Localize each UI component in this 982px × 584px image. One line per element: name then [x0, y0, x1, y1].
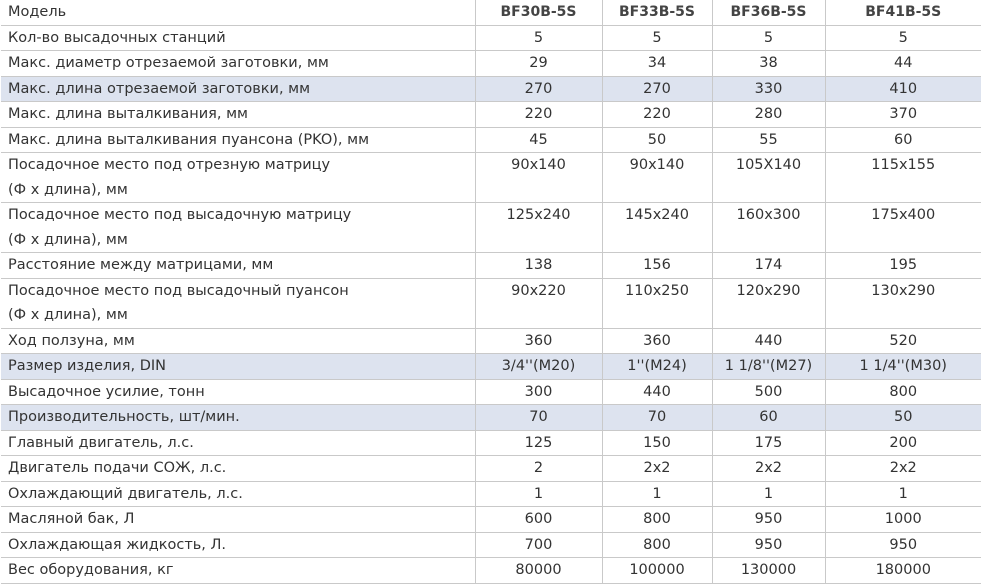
table-row — [1, 405, 981, 431]
cell-value: 800 — [825, 379, 981, 405]
row-label — [1, 328, 475, 354]
row-label — [1, 456, 475, 482]
cell-value: 1''(M24) — [602, 354, 712, 380]
cell-value: 60 — [825, 127, 981, 153]
cell-value: 175x400 — [825, 203, 981, 253]
cell-value: 125 — [475, 430, 602, 456]
cell-value: 200 — [825, 430, 981, 456]
row-label — [1, 127, 475, 153]
row-label-text: Расстояние между матрицами, мм — [8, 257, 274, 273]
cell-value: 3/4''(M20) — [475, 354, 602, 380]
cell-value: 5 — [825, 25, 981, 51]
model-header: BF33B-5S — [602, 0, 712, 25]
cell-value: 2x2 — [602, 456, 712, 482]
cell-value: 370 — [825, 102, 981, 128]
table-row — [1, 51, 981, 77]
row-label-text: Главный двигатель, л.с. — [8, 434, 194, 451]
row-label — [1, 278, 475, 328]
row-label-text: Посадочное место под высадочную матрицу — [8, 207, 352, 223]
cell-value: 1 1/4''(M30) — [825, 354, 981, 380]
table-row — [1, 25, 981, 51]
cell-value: 300 — [475, 379, 602, 405]
cell-value: 29 — [475, 51, 602, 77]
table-row — [1, 153, 981, 203]
row-label — [1, 253, 475, 279]
cell-value: 130000 — [712, 558, 825, 584]
cell-value: 90x220 — [475, 278, 602, 328]
table-row — [1, 532, 981, 558]
cell-value: 175 — [712, 430, 825, 456]
row-label — [1, 25, 475, 51]
row-label — [1, 203, 475, 253]
table-row — [1, 127, 981, 153]
cell-value: 1 — [602, 481, 712, 507]
row-label-text: Размер изделия, DIN — [8, 358, 167, 374]
cell-value: 220 — [602, 102, 712, 128]
row-label-text: Охлаждающий двигатель, л.с. — [8, 485, 243, 502]
table-row — [1, 558, 981, 584]
cell-value: 330 — [712, 76, 825, 102]
cell-value: 90x140 — [602, 153, 712, 203]
cell-value: 156 — [602, 253, 712, 279]
cell-value: 90x140 — [475, 153, 602, 203]
row-label — [1, 354, 475, 380]
row-label-text: Масляной бак, Л — [8, 511, 135, 527]
cell-value: 60 — [712, 405, 825, 431]
cell-value: 115x155 — [825, 153, 981, 203]
cell-value: 174 — [712, 253, 825, 279]
row-label-text: Макс. длина выталкивания, мм — [8, 106, 248, 122]
cell-value: 440 — [712, 328, 825, 354]
row-label — [1, 51, 475, 77]
cell-value: 220 — [475, 102, 602, 128]
cell-value: 50 — [602, 127, 712, 153]
row-label — [1, 532, 475, 558]
row-label-text: Двигатель подачи СОЖ, л.с. — [8, 460, 227, 476]
cell-value: 2x2 — [712, 456, 825, 482]
table-row — [1, 203, 981, 253]
cell-value: 110x250 — [602, 278, 712, 328]
cell-value: 5 — [712, 25, 825, 51]
cell-value: 70 — [602, 405, 712, 431]
row-label — [1, 405, 475, 431]
cell-value: 500 — [712, 379, 825, 405]
row-label-text: Вес оборудования, кг — [8, 562, 174, 578]
row-label-text: Производительность, шт/мин. — [8, 409, 240, 425]
header-row — [1, 0, 981, 25]
cell-value: 45 — [475, 127, 602, 153]
cell-value: 1 1/8''(M27) — [712, 354, 825, 380]
cell-value: 120x290 — [712, 278, 825, 328]
table-row — [1, 456, 981, 482]
table-row — [1, 481, 981, 507]
cell-value: 700 — [475, 532, 602, 558]
cell-value: 1 — [475, 481, 602, 507]
spec-table — [1, 0, 981, 584]
row-label — [1, 76, 475, 102]
cell-value: 5 — [475, 25, 602, 51]
cell-value: 130x290 — [825, 278, 981, 328]
row-label — [1, 102, 475, 128]
cell-value: 38 — [712, 51, 825, 77]
model-header: BF30B-5S — [475, 0, 602, 25]
row-label-text: Макс. длина отрезаемой заготовки, мм — [8, 80, 311, 97]
cell-value: 800 — [602, 532, 712, 558]
cell-value: 150 — [602, 430, 712, 456]
row-label — [1, 430, 475, 456]
row-label-text: Посадочное место под высадочный пуансон — [8, 282, 349, 299]
cell-value: 280 — [712, 102, 825, 128]
row-label — [1, 507, 475, 533]
cell-value: 5 — [602, 25, 712, 51]
row-label — [1, 481, 475, 507]
cell-value: 520 — [825, 328, 981, 354]
cell-value: 1 — [825, 481, 981, 507]
cell-value: 44 — [825, 51, 981, 77]
row-label-text-line2: (Ф х длина), мм — [8, 181, 128, 198]
row-label-text-line2: (Ф х длина), мм — [8, 231, 128, 248]
cell-value: 100000 — [602, 558, 712, 584]
cell-value: 50 — [825, 405, 981, 431]
table-row — [1, 507, 981, 533]
table-row — [1, 253, 981, 279]
table-row — [1, 430, 981, 456]
cell-value: 70 — [475, 405, 602, 431]
table-row — [1, 278, 981, 328]
row-label — [1, 379, 475, 405]
cell-value: 950 — [825, 532, 981, 558]
model-header: BF41B-5S — [825, 0, 981, 25]
cell-value: 410 — [825, 76, 981, 102]
table-row — [1, 354, 981, 380]
cell-value: 1 — [712, 481, 825, 507]
cell-value: 360 — [475, 328, 602, 354]
cell-value: 180000 — [825, 558, 981, 584]
cell-value: 195 — [825, 253, 981, 279]
table-row — [1, 102, 981, 128]
cell-value: 2x2 — [825, 456, 981, 482]
cell-value: 145x240 — [602, 203, 712, 253]
cell-value: 105X140 — [712, 153, 825, 203]
model-header: BF36B-5S — [712, 0, 825, 25]
cell-value: 950 — [712, 507, 825, 533]
cell-value: 440 — [602, 379, 712, 405]
row-label-text-line2: (Ф х длина), мм — [8, 307, 128, 323]
row-label — [1, 558, 475, 584]
table-row — [1, 76, 981, 102]
cell-value: 55 — [712, 127, 825, 153]
cell-value: 950 — [712, 532, 825, 558]
cell-value: 125x240 — [475, 203, 602, 253]
cell-value: 600 — [475, 507, 602, 533]
table-row — [1, 328, 981, 354]
cell-value: 1000 — [825, 507, 981, 533]
header-label: Модель — [1, 0, 475, 25]
row-label-text: Макс. длина выталкивания пуансона (PKO), мм — [8, 131, 370, 148]
cell-value: 138 — [475, 253, 602, 279]
cell-value: 2 — [475, 456, 602, 482]
cell-value: 160x300 — [712, 203, 825, 253]
row-label-text: Макс. диаметр отрезаемой заготовки, мм — [8, 55, 329, 71]
row-label — [1, 153, 475, 203]
row-label-text: Высадочное усилие, тонн — [8, 383, 205, 400]
cell-value: 270 — [602, 76, 712, 102]
cell-value: 270 — [475, 76, 602, 102]
row-label-text: Охлаждающая жидкость, Л. — [8, 536, 227, 553]
cell-value: 34 — [602, 51, 712, 77]
cell-value: 80000 — [475, 558, 602, 584]
table-row — [1, 379, 981, 405]
row-label-text: Кол-во высадочных станций — [8, 29, 226, 46]
cell-value: 360 — [602, 328, 712, 354]
cell-value: 800 — [602, 507, 712, 533]
row-label-text: Посадочное место под отрезную матрицу — [8, 157, 331, 173]
row-label-text: Ход ползуна, мм — [8, 332, 135, 349]
